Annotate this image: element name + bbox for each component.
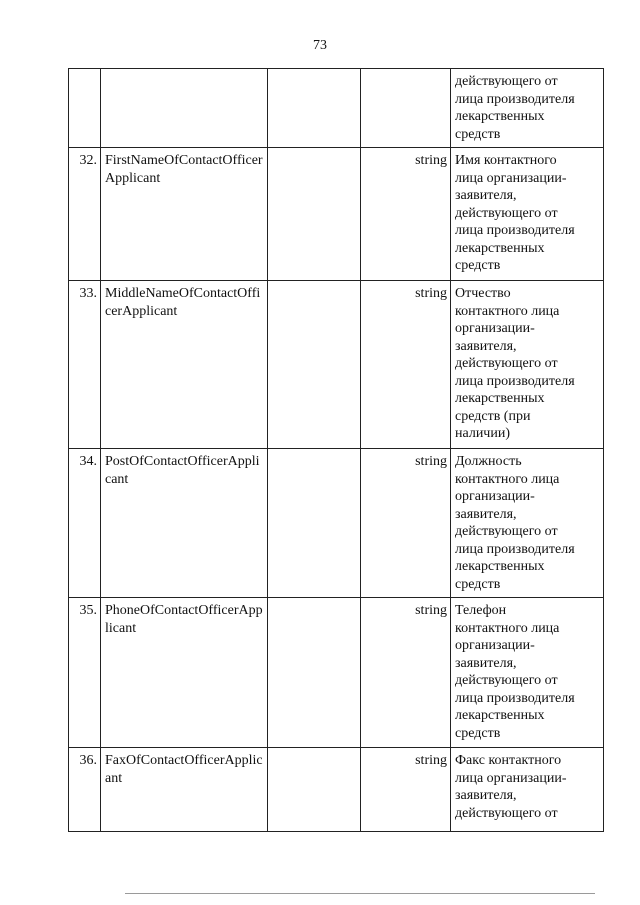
row-number [69, 69, 101, 148]
field-name: PhoneOfContactOfficerApplicant [101, 598, 268, 748]
field-name: FaxOfContactOfficerApplicant [101, 748, 268, 832]
field-description: Должность контактного лица организации- заявителя, действующего от лица производителя лекарственных средств [451, 449, 604, 598]
empty-cell [268, 748, 361, 832]
field-description: Имя контактного лица организации- заявителя, действующего от лица производителя лекарственных средств [451, 148, 604, 281]
field-description: действующего от лица производителя лекарственных средств [451, 69, 604, 148]
table-row [69, 281, 604, 449]
row-number: 36. [69, 748, 101, 832]
field-type: string [361, 449, 451, 598]
row-number: 32. [69, 148, 101, 281]
empty-cell [268, 598, 361, 748]
field-name: FirstNameOfContactOfficerApplicant [101, 148, 268, 281]
row-number: 34. [69, 449, 101, 598]
table-row [69, 598, 604, 748]
empty-cell [268, 449, 361, 598]
table-row [69, 748, 604, 832]
empty-cell [268, 69, 361, 148]
table-row [69, 449, 604, 598]
row-number: 35. [69, 598, 101, 748]
field-description: Телефон контактного лица организации- заявителя, действующего от лица производителя лекарственных средств [451, 598, 604, 748]
field-description: Отчество контактного лица организации- заявителя, действующего от лица производителя лекарственных средств (при наличии) [451, 281, 604, 449]
field-description: Факс контактного лица организации- заявителя, действующего от [451, 748, 604, 832]
field-type [361, 69, 451, 148]
specification-table [68, 68, 604, 832]
field-type: string [361, 598, 451, 748]
page-number: 73 [313, 38, 327, 53]
bottom-rule [125, 893, 595, 894]
empty-cell [268, 281, 361, 449]
table-row [69, 69, 604, 148]
field-name [101, 69, 268, 148]
table-row [69, 148, 604, 281]
field-name: MiddleNameOfContactOfficerApplicant [101, 281, 268, 449]
field-type: string [361, 148, 451, 281]
field-type: string [361, 748, 451, 832]
empty-cell [268, 148, 361, 281]
row-number: 33. [69, 281, 101, 449]
field-type: string [361, 281, 451, 449]
field-name: PostOfContactOfficerApplicant [101, 449, 268, 598]
